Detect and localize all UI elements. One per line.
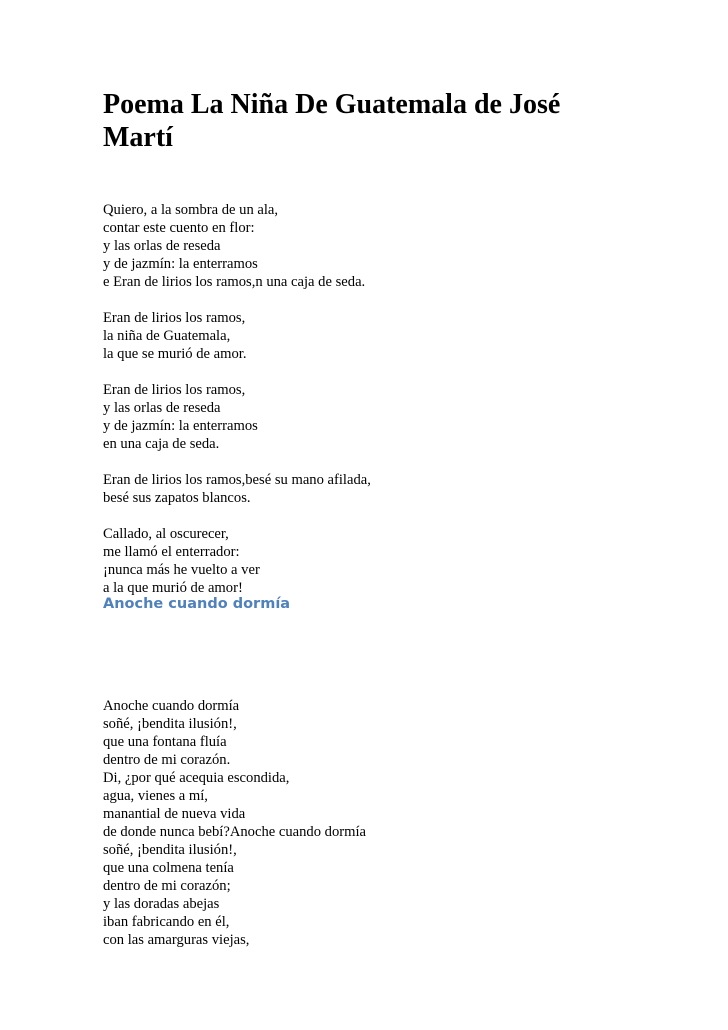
poem-line: que una colmena tenía bbox=[103, 860, 234, 876]
poem-line: y las orlas de reseda bbox=[103, 400, 221, 416]
page-title: Poema La Niña De Guatemala de José Martí bbox=[103, 89, 561, 153]
poem-line: manantial de nueva vida bbox=[103, 806, 246, 822]
stanza-break bbox=[103, 453, 623, 471]
stanza-break bbox=[103, 363, 623, 381]
poem-line: la niña de Guatemala, bbox=[103, 328, 231, 344]
section-heading: Anoche cuando dormía bbox=[103, 596, 291, 612]
poem-line: y las doradas abejas bbox=[103, 896, 220, 912]
poem-line: y de jazmín: la enterramos bbox=[103, 256, 258, 272]
poem-line: soñé, ¡bendita ilusión!, bbox=[103, 716, 237, 732]
poem-line: en una caja de seda. bbox=[103, 436, 220, 452]
stanza-break bbox=[103, 507, 623, 525]
poem-line: con las amarguras viejas, bbox=[103, 932, 250, 948]
poem-line: y las orlas de reseda bbox=[103, 238, 221, 254]
poem-line: de donde nunca bebí?Anoche cuando dormía bbox=[103, 824, 366, 840]
poem-line: a la que murió de amor! bbox=[103, 580, 243, 596]
poem-line: agua, vienes a mí, bbox=[103, 788, 208, 804]
poem-line: me llamó el enterrador: bbox=[103, 544, 240, 560]
poem-line: Quiero, a la sombra de un ala, bbox=[103, 202, 279, 218]
poem-line: dentro de mi corazón. bbox=[103, 752, 231, 768]
poem-line: iban fabricando en él, bbox=[103, 914, 230, 930]
poem-line: la que se murió de amor. bbox=[103, 346, 247, 362]
poem-line: besé sus zapatos blancos. bbox=[103, 490, 251, 506]
poem-line: e Eran de lirios los ramos,n una caja de seda. bbox=[103, 274, 366, 290]
poem-section-2 bbox=[103, 697, 623, 949]
poem-line: Eran de lirios los ramos,besé su mano afilada, bbox=[103, 472, 371, 488]
poem-line: Anoche cuando dormía bbox=[103, 698, 240, 714]
poem-line: Eran de lirios los ramos, bbox=[103, 382, 246, 398]
poem-line: Eran de lirios los ramos, bbox=[103, 310, 246, 326]
poem-line: soñé, ¡bendita ilusión!, bbox=[103, 842, 237, 858]
stanza-break bbox=[103, 291, 623, 309]
poem-section-1 bbox=[103, 201, 623, 597]
poem-line: contar este cuento en flor: bbox=[103, 220, 255, 236]
poem-line: dentro de mi corazón; bbox=[103, 878, 231, 894]
poem-line: Di, ¿por qué acequia escondida, bbox=[103, 770, 290, 786]
poem-line: Callado, al oscurecer, bbox=[103, 526, 229, 542]
poem-line: y de jazmín: la enterramos bbox=[103, 418, 258, 434]
poem-line: que una fontana fluía bbox=[103, 734, 227, 750]
poem-line: ¡nunca más he vuelto a ver bbox=[103, 562, 260, 578]
